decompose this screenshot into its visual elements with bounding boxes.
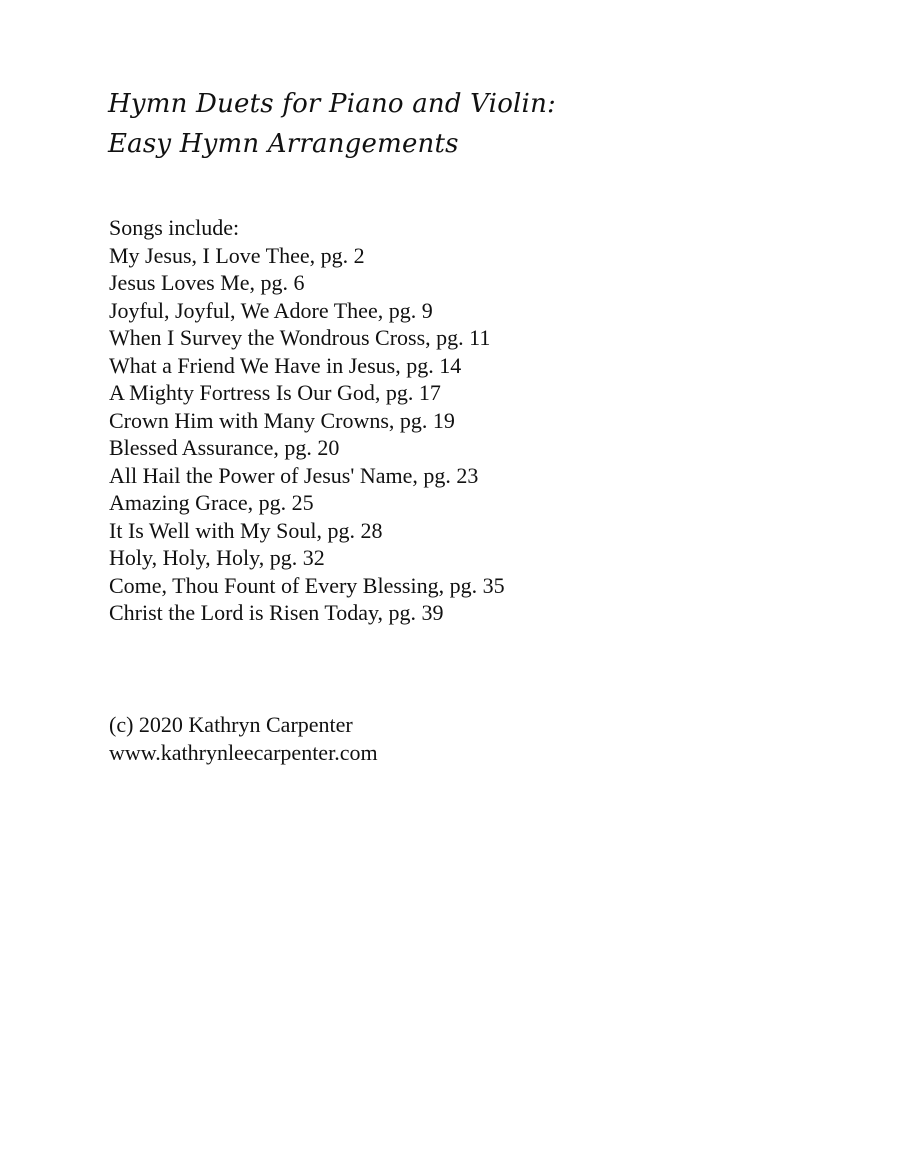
song-item: All Hail the Power of Jesus' Name, pg. 23 xyxy=(109,462,479,488)
song-item: When I Survey the Wondrous Cross, pg. 11 xyxy=(109,325,491,350)
song-item: Jesus Loves Me, pg. 6 xyxy=(109,270,305,295)
title-line-1: Hymn Duets for Piano and Violin: xyxy=(108,89,556,119)
song-item: Holy, Holy, Holy, pg. 32 xyxy=(109,545,325,570)
song-item: My Jesus, I Love Thee, pg. 2 xyxy=(109,242,365,268)
song-item: Come, Thou Fount of Every Blessing, pg. 35 xyxy=(109,572,505,598)
song-item: Christ the Lord is Risen Today, pg. 39 xyxy=(109,600,444,625)
title-line-2: Easy Hymn Arrangements xyxy=(108,129,459,159)
website-text: www.kathrynleecarpenter.com xyxy=(109,739,378,765)
song-item: A Mighty Fortress Is Our God, pg. 17 xyxy=(109,380,441,405)
footer xyxy=(109,711,378,766)
song-item: Crown Him with Many Crowns, pg. 19 xyxy=(109,407,455,433)
song-list xyxy=(109,242,505,627)
songs-heading: Songs include: xyxy=(109,215,240,240)
songs-section xyxy=(109,214,505,627)
song-item: Blessed Assurance, pg. 20 xyxy=(109,435,340,460)
document-title xyxy=(108,84,556,164)
copyright-notice: (c) 2020 Kathryn Carpenter xyxy=(109,712,353,737)
song-item: It Is Well with My Soul, pg. 28 xyxy=(109,517,383,543)
song-item: Joyful, Joyful, We Adore Thee, pg. 9 xyxy=(109,297,433,323)
song-item: Amazing Grace, pg. 25 xyxy=(109,490,314,515)
song-item: What a Friend We Have in Jesus, pg. 14 xyxy=(109,352,462,378)
